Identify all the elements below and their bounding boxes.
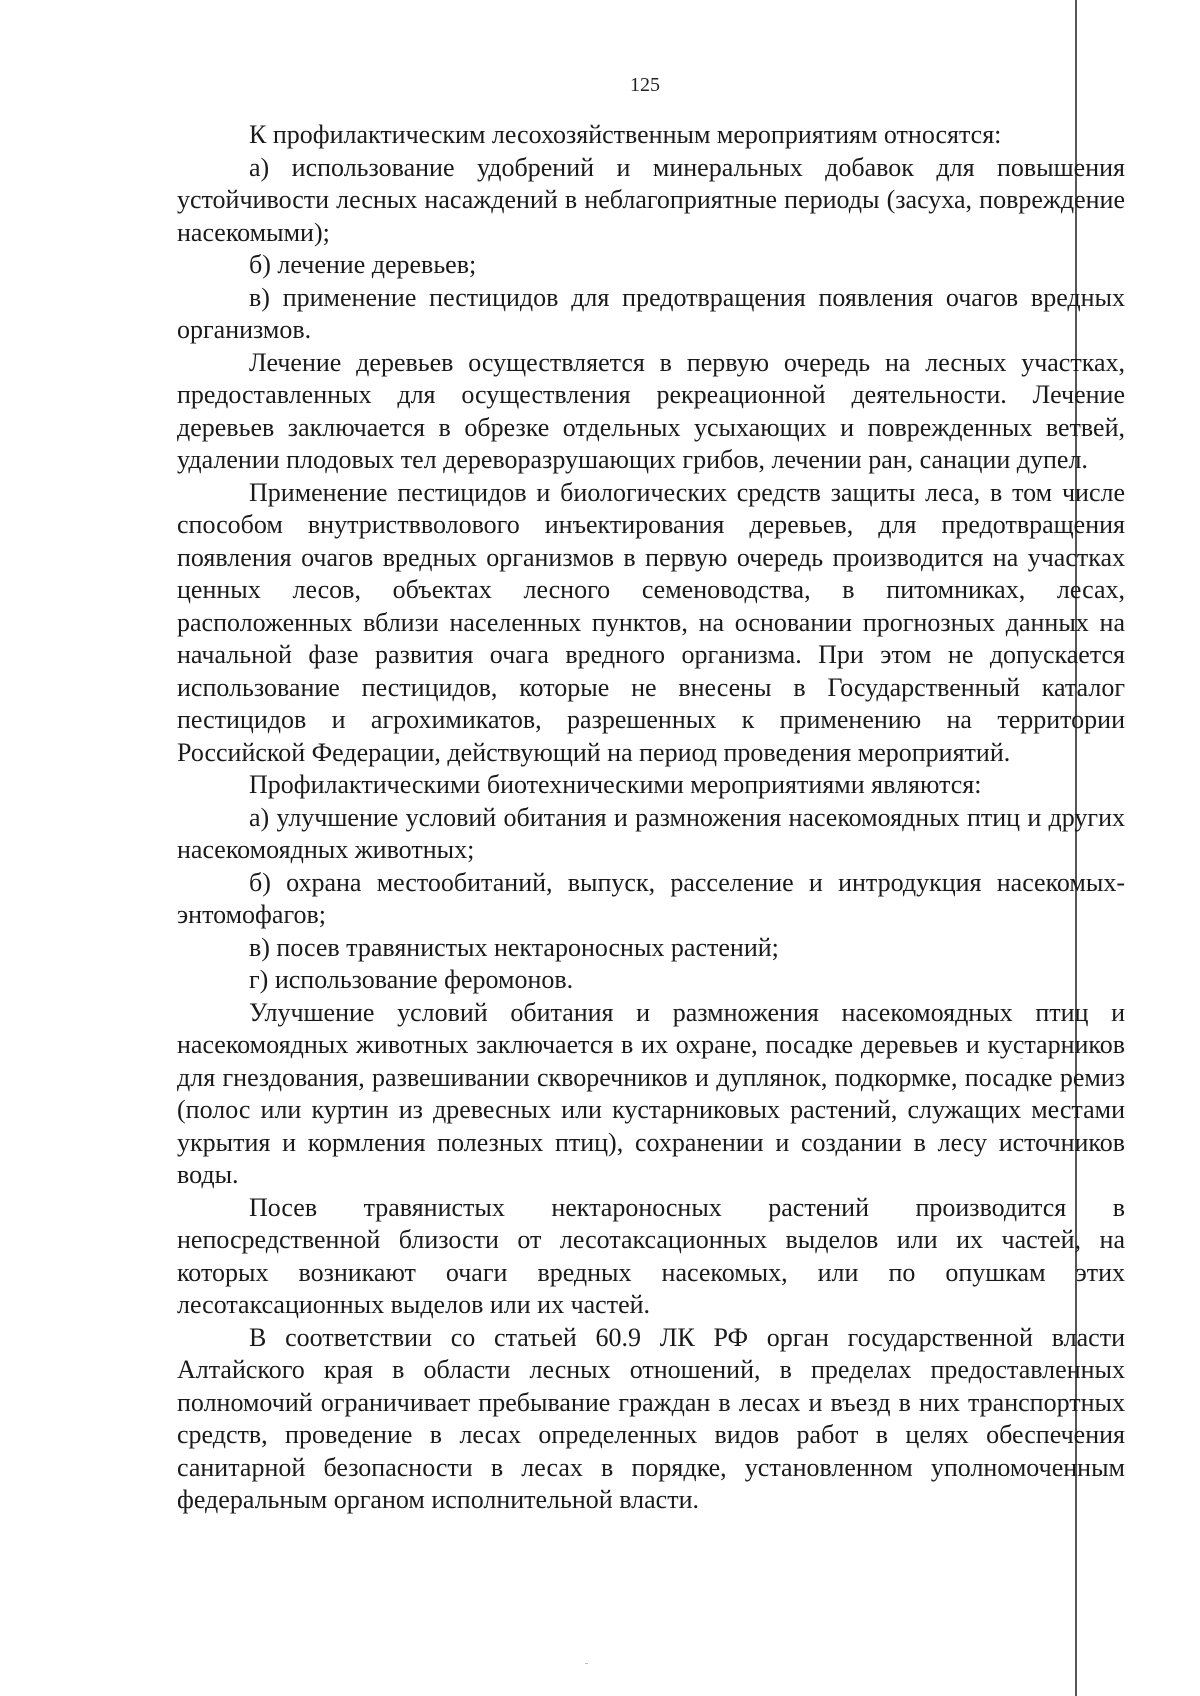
scan-speck: [585, 1663, 588, 1664]
paragraph: Профилактическими биотехническими мероприятиями являются:: [249, 770, 982, 799]
list-item: в) применение пестицидов для предотвращения появления очагов вредных организмов.: [177, 282, 1125, 344]
paragraph: Лечение деревьев осуществляется в первую очередь на лесных участках, предоставленных для осуществления рекреационной деятельности. Лечение деревьев заключается в обрезке отдельных усыхающих и поврежденных ветвей, удалении плодовых тел дереворазрушающих грибов, лечении ран, санации дупел.: [177, 347, 1125, 474]
page-number: 125: [630, 74, 660, 96]
list-item: а) улучшение условий обитания и размножения насекомоядных птиц и других насекомоядных животных;: [177, 802, 1125, 864]
paragraph: В соответствии со статьей 60.9 ЛК РФ орган государственной власти Алтайского края в области лесных отношений, в пределах предоставленных полномочий ограничивает пребывание граждан в лесах и въезд в них транспортных средств, проведение в лесах определенных видов работ в целях обеспечения санитарной безопасности в лесах в порядке, установленном уполномоченным федеральным органом исполнительной власти.: [177, 1322, 1125, 1514]
list-item: б) охрана местообитаний, выпуск, расселение и интродукция насекомых-энтомофагов;: [177, 867, 1125, 929]
paragraph: Посев травянистых нектароносных растений производится в непосредственной близости от лесотаксационных выделов или их частей, на которых возникают очаги вредных насекомых, или по опушкам этих лесотаксационных выделов или их частей.: [177, 1192, 1125, 1319]
paragraph: К профилактическим лесохозяйственным мероприятиям относятся:: [249, 120, 1002, 149]
list-item: в) посев травянистых нектароносных растений;: [249, 932, 779, 962]
list-item: а) использование удобрений и минеральных добавок для повышения устойчивости лесных насаждений в неблагоприятные периоды (засуха, повреждение насекомыми);: [177, 152, 1125, 247]
paragraph: Применение пестицидов и биологических средств защиты леса, в том числе способом внутриствволового инъектирования деревьев, для предотвращения появления очагов вредных организмов в первую очередь производится на участках ценных лесов, объектах лесного семеноводства, в питомниках, лесах, расположенных вблизи населенных пунктов, на основании прогнозных данных на начальной фазе развития очага вредного организма. При этом не допускается использование пестицидов, которые не внесены в Государственный каталог пестицидов и агрохимикатов, разрешенных к применению на территории Российской Федерации, действующий на период проведения мероприятий.: [177, 477, 1125, 767]
document-body: [177, 119, 1125, 1517]
list-item: г) использование феромонов.: [249, 965, 574, 994]
paragraph: Улучшение условий обитания и размножения насекомоядных птиц и насекомоядных животных заключается в их охране, посадке деревьев и кустарников для гнездования, развешивании скворечников и дуплянок, подкормке, посадке ремиз (полос или куртин из древесных или кустарниковых растений, служащих местами укрытия и кормления полезных птиц), сохранении и создании в лесу источников воды.: [177, 997, 1125, 1189]
list-item: б) лечение деревьев;: [249, 250, 477, 279]
